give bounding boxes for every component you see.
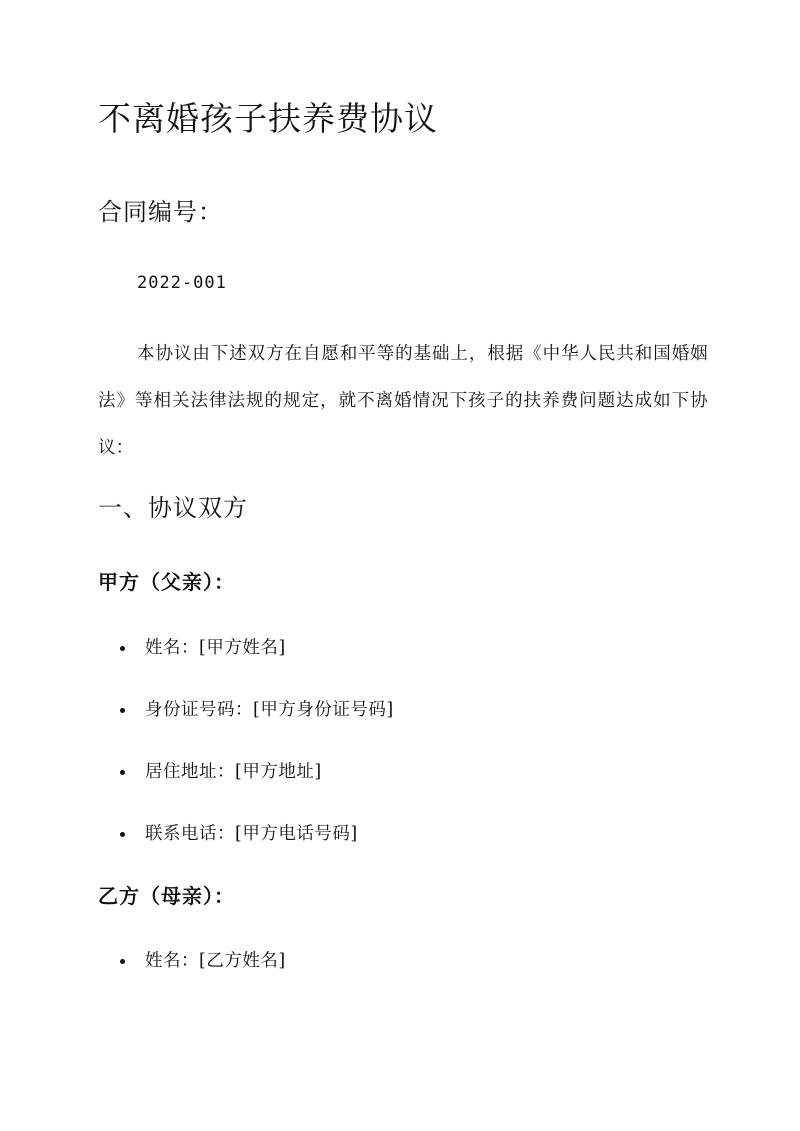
party-a-address-item bbox=[120, 759, 322, 785]
party-a-id-item bbox=[120, 697, 394, 723]
contract-number-value: 2022-001 bbox=[137, 273, 227, 293]
party-b-name-text: 姓名：[乙方姓名] bbox=[145, 951, 286, 971]
bullet-dot-icon bbox=[120, 770, 125, 775]
party-a-id-text: 身份证号码：[甲方身份证号码] bbox=[145, 700, 394, 720]
bullet-dot-icon bbox=[120, 646, 125, 651]
party-b-name-item bbox=[120, 948, 286, 974]
contract-number-label: 合同编号： bbox=[98, 198, 223, 226]
document-title: 不离婚孩子扶养费协议 bbox=[98, 99, 438, 138]
party-a-phone-text: 联系电话：[甲方电话号码] bbox=[145, 824, 358, 844]
bullet-dot-icon bbox=[120, 959, 125, 964]
party-a-name-item bbox=[120, 635, 286, 661]
party-b-heading: 乙方（母亲）： bbox=[98, 884, 235, 908]
bullet-dot-icon bbox=[120, 708, 125, 713]
intro-paragraph: 本协议由下述双方在自愿和平等的基础上，根据《中华人民共和国婚姻法》等相关法律法规的规定，就不离婚情况下孩子的扶养费问题达成如下协议： bbox=[98, 344, 708, 458]
section-title-parties: 一、协议双方 bbox=[98, 494, 248, 522]
party-a-address-text: 居住地址：[甲方地址] bbox=[145, 762, 322, 782]
party-a-phone-item bbox=[120, 821, 358, 847]
party-a-name-text: 姓名：[甲方姓名] bbox=[145, 638, 286, 658]
bullet-dot-icon bbox=[120, 832, 125, 837]
party-a-heading: 甲方（父亲）： bbox=[98, 570, 235, 594]
